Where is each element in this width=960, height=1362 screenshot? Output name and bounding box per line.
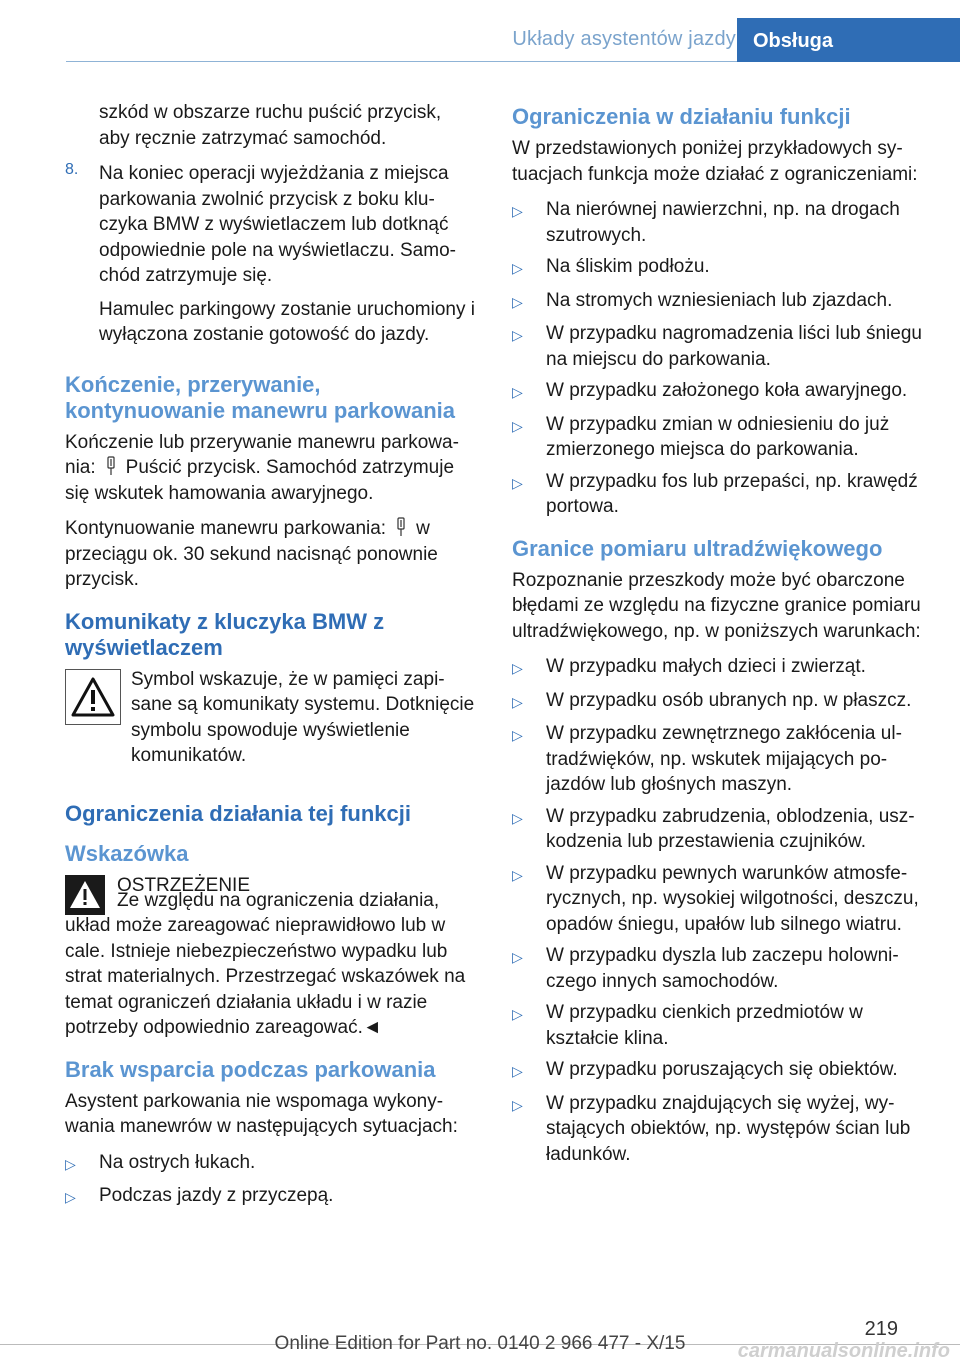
messages-text: Symbol wskazuje, że w pamięci zapisane są komunikaty systemu. Dotknięcie symbolu spowoduje wyświetlenie komunikatów. (131, 668, 475, 766)
func-limits-paragraph: W przedstawionych poniżej przykładowych sytuacjach funkcja może działać z ograniczeniami: (512, 138, 918, 185)
list-item-text: W przypadku cienkich przedmiotów w kształcie klina. (546, 1002, 863, 1049)
edition-line: Online Edition for Part no. 0140 2 966 477 - X/15 (274, 1333, 686, 1354)
list-item-text: Na śliskim podłożu. (546, 256, 710, 277)
bullet-marker: ▷ (512, 809, 523, 826)
list-item (65, 1150, 477, 1178)
page-footer (0, 1310, 960, 1362)
list-item-text: W przypadku dyszla lub zaczepu holowniczego innych samochodów. (546, 945, 899, 992)
list-item (512, 1057, 928, 1085)
list-item (512, 412, 928, 463)
right-column (512, 100, 928, 1173)
bullet-marker: ▷ (512, 203, 523, 219)
list-item-text: W przypadku zmian w odniesieniu do już zmierzonego miejsca do parkowania. (546, 413, 890, 460)
heading-function-limits: Ograniczenia działania tej funkcji (65, 800, 411, 826)
list-item-text: W przypadku zewnętrznego zakłócenia ultradźwięków, np. wskutek mijających pojazdów lub głośnych maszyn. (546, 723, 902, 795)
bullet-marker: ▷ (512, 260, 523, 276)
list-item-text: W przypadku osób ubranych np. w płaszcz. (546, 689, 912, 711)
list-item (65, 1183, 477, 1211)
list-item-text: W przypadku małych dzieci i zwierząt. (546, 656, 866, 677)
warning-triangle-icon (65, 669, 121, 725)
list-item (512, 469, 928, 520)
no-support-paragraph: Asystent parkowania nie wspomaga wykonywania manewrów w następujących sytuacjach: (65, 1090, 458, 1137)
bullet-marker: ▷ (65, 1155, 76, 1172)
bullet-marker: ▷ (512, 660, 523, 676)
list-item (512, 721, 928, 798)
list-item-text: W przypadku znajdujących się wyżej, wystających obiektów, np. występów ścian lub ładunków. (546, 1092, 911, 1165)
list-item (512, 321, 928, 372)
list-item-text: W przypadku pewnych warunków atmosferycznych, np. wysokiej wilgotności, deszczu, opadów śniegu, upałów lub silnego wiatru. (546, 862, 919, 935)
step-7-continuation: szkód w obszarze ruchu puścić przycisk, aby ręcznie zatrzymać samochód. (99, 102, 442, 149)
no-support-list (65, 1150, 477, 1211)
park-assist-button-icon (394, 517, 408, 537)
bullet-marker: ▷ (512, 693, 523, 710)
step-number: 8. (65, 161, 79, 178)
bullet-marker: ▷ (512, 866, 523, 883)
warning-icon (65, 875, 105, 915)
list-item (512, 688, 928, 716)
step-8-text: Na koniec operacji wyjeżdżania z miejsca parkowania zwolnić przycisk z boku kluczyka BMW z wyświetlaczem lub dotknąć odpowiednie pole na wyświetlaczu. Samochód zatrzymuje się. (99, 163, 456, 286)
bullet-marker: ▷ (512, 1006, 523, 1022)
list-item-text: Na stromych wzniesieniach lub zjazdach. (546, 289, 893, 311)
list-item-text: W przypadku poruszających się obiektów. (546, 1059, 898, 1080)
func-limits-list (512, 197, 928, 520)
page-number: 219 (864, 1318, 898, 1340)
left-column (65, 100, 477, 1217)
ultrasonic-paragraph: Rozpoznanie przeszkody może być obarczone błędami ze względu na fizyczne granice pomiaru ultradźwiękowego, np. w poniższych warunkach: (512, 569, 921, 642)
messages-block (65, 667, 477, 769)
page-header (0, 0, 960, 62)
step-8 (65, 161, 477, 356)
heading-ultrasonic: Granice pomiaru ultradźwiękowego (512, 535, 883, 561)
bullet-marker: ▷ (512, 1063, 523, 1079)
list-item-text: Podczas jazdy z przyczepą. (99, 1185, 334, 1206)
list-item (512, 288, 928, 316)
heading-no-support: Brak wsparcia podczas parkowania (65, 1056, 436, 1082)
list-item-text: Na nierównej nawierzchni, np. na drogach szutrowych. (546, 199, 900, 246)
list-item-text: W przypadku fos lub przepaści, np. krawędź portowa. (546, 470, 918, 517)
bullet-marker: ▷ (512, 1096, 523, 1113)
heading-func-limits-right: Ograniczenia w działaniu funkcji (512, 104, 851, 129)
section-title: Układy asystentów jazdy (512, 28, 736, 50)
list-item (512, 197, 928, 248)
bullet-marker: ▷ (512, 417, 523, 434)
ending-paragraph-2: Kontynuowanie manewru parkowania: w przeciągu ok. 30 sekund nacisnąć ponownie przycisk. (65, 518, 438, 590)
bullet-marker: ▷ (512, 327, 523, 343)
header-rule (66, 61, 737, 62)
list-item (512, 861, 928, 938)
warning-title: OSTRZEŻENIE (117, 874, 251, 896)
step-8-note: Hamulec parkingowy zostanie uruchomiony i wyłączona zostanie gotowość do jazdy. (99, 298, 475, 345)
list-item (512, 378, 928, 406)
ultrasonic-list (512, 654, 928, 1167)
bullet-marker: ▷ (512, 293, 523, 310)
warning-text: Ze względu na ograniczenia działania, układ może zareagować nieprawidłowo lub w cale. Istnieje niebezpieczeństwo wypadku lub strat materialnych. Przestrzegać wskazówek na temat ograniczeń działania układu i w razie potrzeby odpowiednio zareagować.◄ (65, 889, 466, 1038)
bullet-marker: ▷ (512, 949, 523, 965)
ending-paragraph-1: Kończenie lub przerywanie manewru parkowania: Puścić przycisk. Samochód zatrzymuje się wskutek hamowania awaryjnego. (65, 431, 459, 504)
list-item (512, 1091, 928, 1168)
list-item (512, 1000, 928, 1051)
heading-note: Wskazówka (65, 840, 189, 866)
bullet-marker: ▷ (65, 1189, 76, 1205)
list-item (512, 943, 928, 994)
list-item (512, 804, 928, 855)
heading-key-messages: Komunikaty z kluczyka BMW z wyświetlaczem (65, 608, 385, 660)
bullet-marker: ▷ (512, 384, 523, 400)
list-item (512, 654, 928, 682)
chapter-tab: Obsługa (737, 18, 960, 62)
list-item (512, 254, 928, 282)
list-item-text: W przypadku założonego koła awaryjnego. (546, 380, 908, 401)
watermark: carmanualsonline.info (737, 1340, 950, 1362)
list-item-text: W przypadku nagromadzenia liści lub śniegu na miejscu do parkowania. (546, 323, 922, 370)
bullet-marker: ▷ (512, 727, 523, 743)
heading-ending-parking: Kończenie, przerywanie, kontynuowanie manewru parkowania (65, 371, 455, 423)
bullet-marker: ▷ (512, 474, 523, 491)
list-item-text: Na ostrych łukach. (99, 1151, 256, 1173)
park-assist-button-icon (104, 456, 118, 476)
list-item-text: W przypadku zabrudzenia, oblodzenia, uszkodzenia lub przestawienia czujników. (546, 805, 915, 852)
